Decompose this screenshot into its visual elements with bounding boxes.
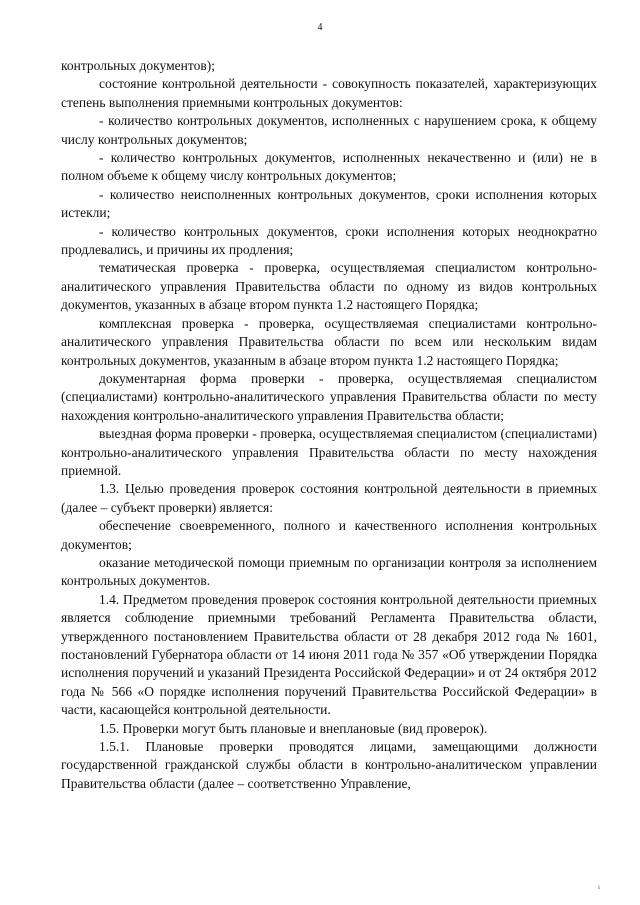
list-item: - количество контрольных документов, исполненных с нарушением срока, к общему числу контрольных документов; <box>61 113 597 147</box>
paragraph: тематическая проверка - проверка, осуществляемая специалистом контрольно-аналитического управления Правительства области по одному из видов контрольных документов, указанных в абзаце втором пункта 1.2 настоящего Порядка; <box>61 260 597 313</box>
paragraph: состояние контрольной деятельности - совокупность показателей, характеризующих степень выполнения приемными контрольных документов: <box>61 76 597 110</box>
paragraph: 1.4. Предметом проведения проверок состояния контрольной деятельности приемных является соблюдение приемными требований Регламента Правительства области, утвержденного постановлением Правительства области от 28 декабря 2012 года № 1601, постановлений Губернатора области от 14 июня 2011 года № 357 «Об утверждении Порядка исполнения поручений и указаний Президента Российской Федерации» и от 24 октября 2012 года № 566 «О порядке исполнения поручений Правительства Российской Федерации» в части, касающейся контрольной деятельности. <box>61 591 597 718</box>
page-number: 4 <box>317 22 323 33</box>
paragraph: документарная форма проверки - проверка, осуществляемая специалистом (специалистами) контрольно-аналитического управления Правительства области по месту нахождения контрольно-аналитического управления Правительства области; <box>61 370 597 423</box>
list-item: - количество неисполненных контрольных документов, сроки исполнения которых истекли; <box>61 186 597 221</box>
paragraph: выездная форма проверки - проверка, осуществляемая специалистом (специалистами) контрольно-аналитического управления Правительства области по месту нахождения приемной. <box>61 426 597 478</box>
paragraph: 1.3. Целью проведения проверок состояния контрольной деятельности в приемных (далее – субъект проверки) является: <box>61 481 597 515</box>
paragraph: 1.5.1. Плановые проверки проводятся лицами, замещающими должности государственной гражданской службы области в контрольно-аналитическом управлении Правительства области (далее – соответственно Управление, <box>61 739 597 791</box>
paragraph: контрольных документов); <box>61 58 215 73</box>
list-item: - количество контрольных документов, исполненных некачественно и (или) не в полном объеме к общему числу контрольных документов; <box>61 150 597 184</box>
paragraph: оказание методической помощи приемным по организации контроля за исполнением контрольных документов. <box>61 554 597 589</box>
paragraph: обеспечение своевременного, полного и качественного исполнения контрольных документов; <box>61 518 597 552</box>
list-item: - количество контрольных документов, сроки исполнения которых неоднократно продлевались, и причины их продления; <box>61 223 597 258</box>
corner-mark: ı <box>598 883 600 891</box>
paragraph: 1.5. Проверки могут быть плановые и внеплановые (вид проверок). <box>99 720 488 736</box>
document-body <box>61 57 597 793</box>
paragraph: комплексная проверка - проверка, осуществляемая специалистами контрольно-аналитического управления Правительства области по всем или нескольким видам контрольных документов, указанным в абзаце втором пункта 1.2 настоящего Порядка; <box>61 315 597 368</box>
